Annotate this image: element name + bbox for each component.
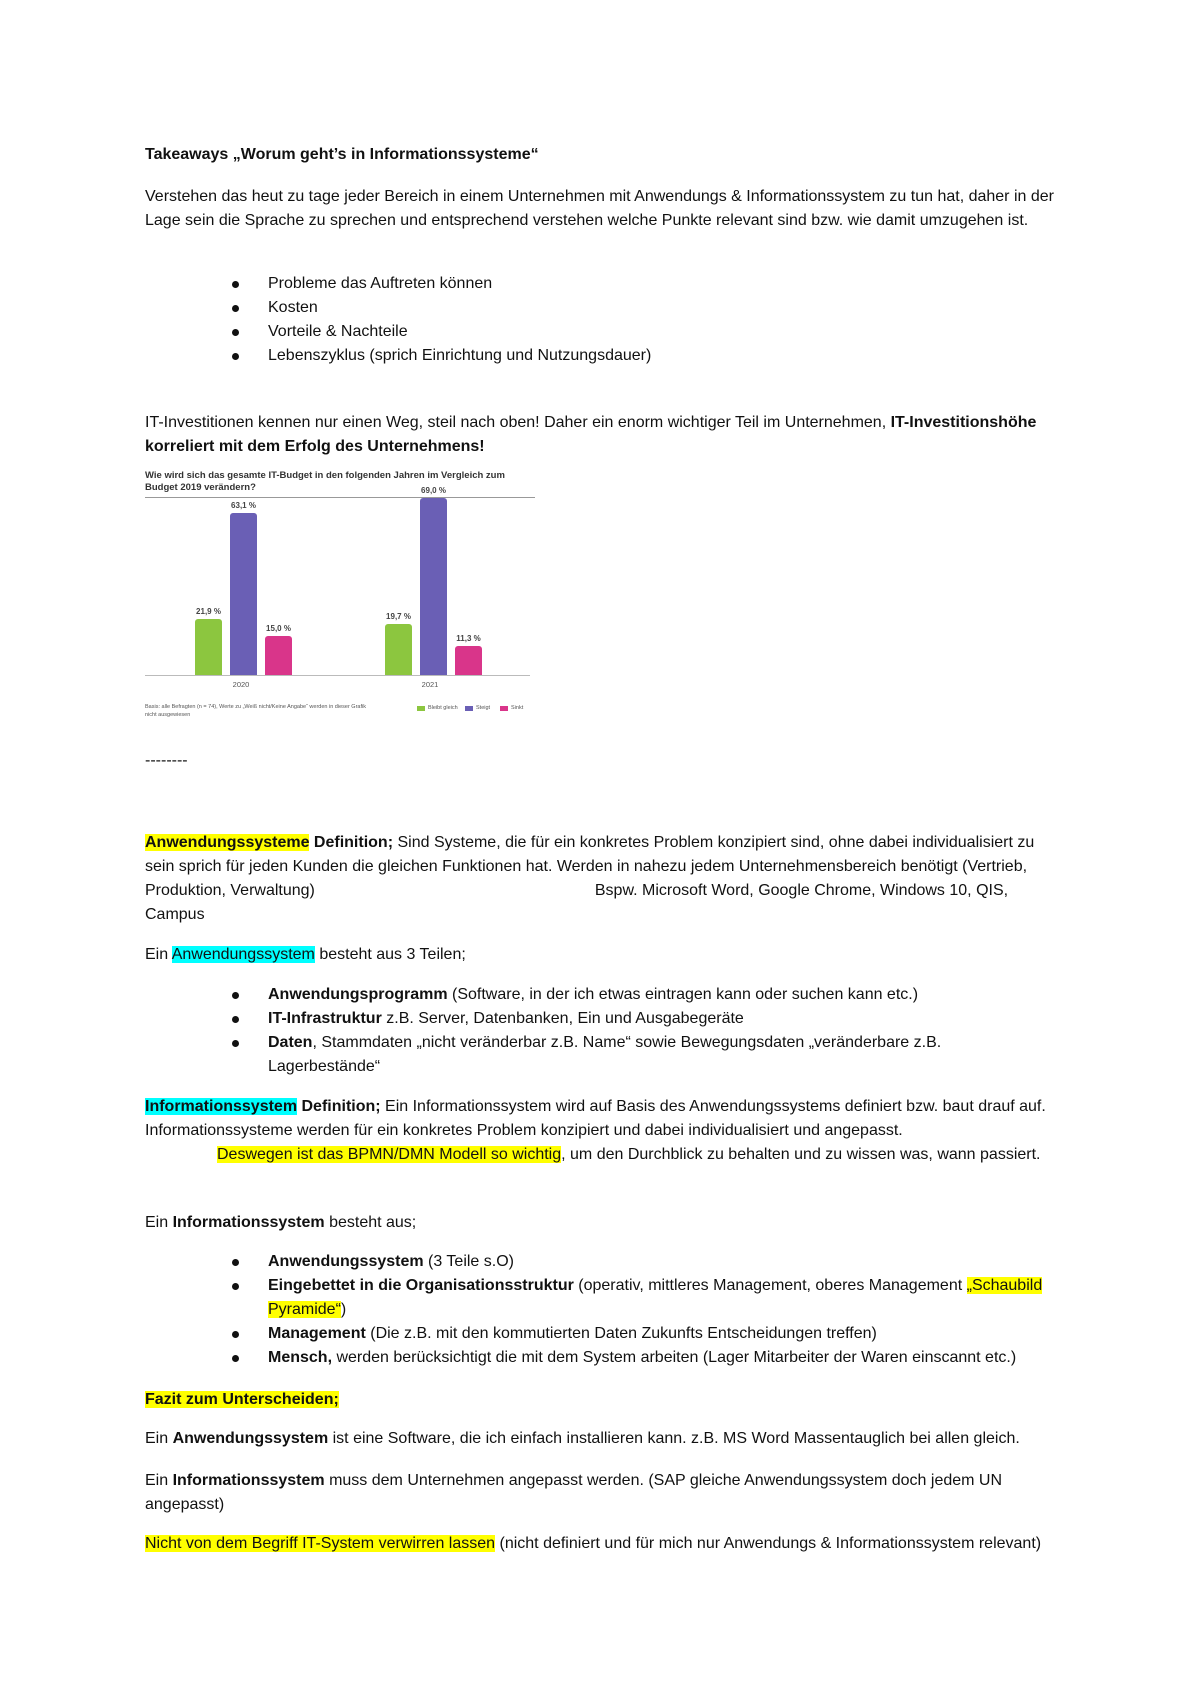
chart-title: Wie wird sich das gesamte IT-Budget in den folgenden Jahren im Vergleich zum Budget 2019 verändern? [145,470,505,493]
legend-swatch [465,706,473,711]
page-title: Takeaways „Worum geht’s in Informationssysteme“ [145,146,539,163]
category-label-2021: 2021 [421,680,439,689]
fazit-anwendungssystem: Ein Anwendungssystem ist eine Software, die ich einfach installieren kann. z.B. MS Word Massentauglich bei allen gleich. [145,1430,1020,1447]
bullet-icon [232,329,239,336]
legend-item-bleibt-gleich: Bleibt gleich [417,705,458,711]
list-item: Probleme das Auftreten können [268,272,651,296]
bar-steigt-2020 [230,513,257,675]
fazit-informationssystem: Ein Informationssystem muss dem Unternehmen angepasst werden. (SAP gleiche Anwendungssystem doch jedem UN angepasst) [145,1472,1003,1513]
legend-item-steigt: Steigt [465,705,490,711]
list-item: Eingebettet in die Organisationsstruktur (operativ, mittleres Management, oberes Management „Schaubild Pyramide“) [268,1274,1068,1322]
bullet-icon [232,1355,239,1362]
chart-baseline [145,675,530,676]
list-item: Kosten [268,296,651,320]
list-item: IT-Infrastruktur z.B. Server, Datenbanken, Ein und Ausgabegeräte [268,1007,968,1031]
anwendungssystem-parts-list [268,983,968,1079]
it-budget-chart [145,470,535,725]
list-item: Vorteile & Nachteile [268,320,651,344]
anwendungssystem-parts-intro: Ein Anwendungssystem besteht aus 3 Teilen; [145,946,466,963]
anwendungssystem-definition: Anwendungssysteme Definition; Sind Systeme, die für ein konkretes Problem konzipiert sind, ohne dabei individualisiert zu sein sprich für jeden Kunden die gleichen Funktionen hat. Werden in nahezu jedem Unternehmensbereich benötigt (Vertrieb, Produktion, Verwaltung) Bspw. Microsoft Word, Google Chrome, Windows 10, QIS, Campus [145,834,1035,923]
investment-paragraph: IT-Investitionen kennen nur einen Weg, steil nach oben! Daher ein enorm wichtiger Teil im Unternehmen, IT-Investitionshöhe korreliert mit dem Erfolg des Unternehmens! [145,414,1037,455]
list-item: Anwendungssystem (3 Teile s.O) [268,1250,1068,1274]
bar-steigt-2021 [420,498,447,675]
informationssystem-parts-intro: Ein Informationssystem besteht aus; [145,1214,417,1231]
separator-line: -------- [145,752,188,769]
list-item: Anwendungsprogramm (Software, in der ich etwas eintragen kann oder suchen kann etc.) [268,983,968,1007]
informationssystem-definition: Informationssystem Definition; Ein Informationssystem wird auf Basis des Anwendungssystems definiert bzw. baut drauf auf. Informationssysteme werden für ein konkretes Problem konzipiert und dabei individualisiert und angepasst. [145,1098,1046,1139]
list-item: Lebenszyklus (sprich Einrichtung und Nutzungsdauer) [268,344,651,368]
intro-bullet-list [268,272,651,368]
bullet-icon [232,281,239,288]
bar-sinkt-2020 [265,636,292,675]
legend-item-sinkt: Sinkt [500,705,523,711]
fazit-heading: Fazit zum Unterscheiden; [145,1391,339,1408]
category-label-2020: 2020 [232,680,250,689]
data-label: 63,1 % [231,500,256,510]
bullet-icon [232,305,239,312]
chart-divider [145,497,535,498]
bar-bleibt-gleich-2021 [385,624,412,675]
legend-swatch [417,706,425,711]
data-label: 21,9 % [196,606,221,616]
bullet-icon [232,1016,239,1023]
list-item: Management (Die z.B. mit den kommutierten Daten Zukunfts Entscheidungen treffen) [268,1322,1068,1346]
bullet-icon [232,1040,239,1047]
data-label: 15,0 % [266,624,291,634]
list-item: Mensch, werden berücksichtigt die mit dem System arbeiten (Lager Mitarbeiter der Waren einscannt etc.) [268,1346,1068,1370]
bullet-icon [232,1283,239,1290]
bullet-icon [232,1331,239,1338]
data-label: 19,7 % [386,612,411,622]
data-label: 11,3 % [456,633,481,643]
informationssystem-parts-list [268,1250,1068,1370]
bullet-icon [232,992,239,999]
informationssystem-definition-note: Deswegen ist das BPMN/DMN Modell so wichtig, um den Durchblick zu behalten und zu wissen was, wann passiert. [217,1146,1041,1163]
bullet-icon [232,353,239,360]
list-item: Daten, Stammdaten „nicht veränderbar z.B. Name“ sowie Bewegungsdaten „veränderbare z.B. Lagerbestände“ [268,1031,968,1079]
chart-footnote: Basis: alle Befragten (n = 74), Werte zu „Weiß nicht/Keine Angabe“ werden in dieser Grafik nicht ausgewiesen [145,704,366,718]
bullet-icon [232,1259,239,1266]
bar-sinkt-2021 [455,646,482,675]
data-label: 69,0 % [421,485,446,495]
final-note: Nicht von dem Begriff IT-System verwirren lassen (nicht definiert und für mich nur Anwendungs & Informationssystem relevant) [145,1535,1042,1552]
intro-paragraph: Verstehen das heut zu tage jeder Bereich in einem Unternehmen mit Anwendungs & Informationssystem zu tun hat, daher in der Lage sein die Sprache zu sprechen und entsprechend verstehen welche Punkte relevant sind bzw. wie damit umzugehen ist. [145,188,1054,229]
bar-bleibt-gleich-2020 [195,619,222,675]
legend-swatch [500,706,508,711]
